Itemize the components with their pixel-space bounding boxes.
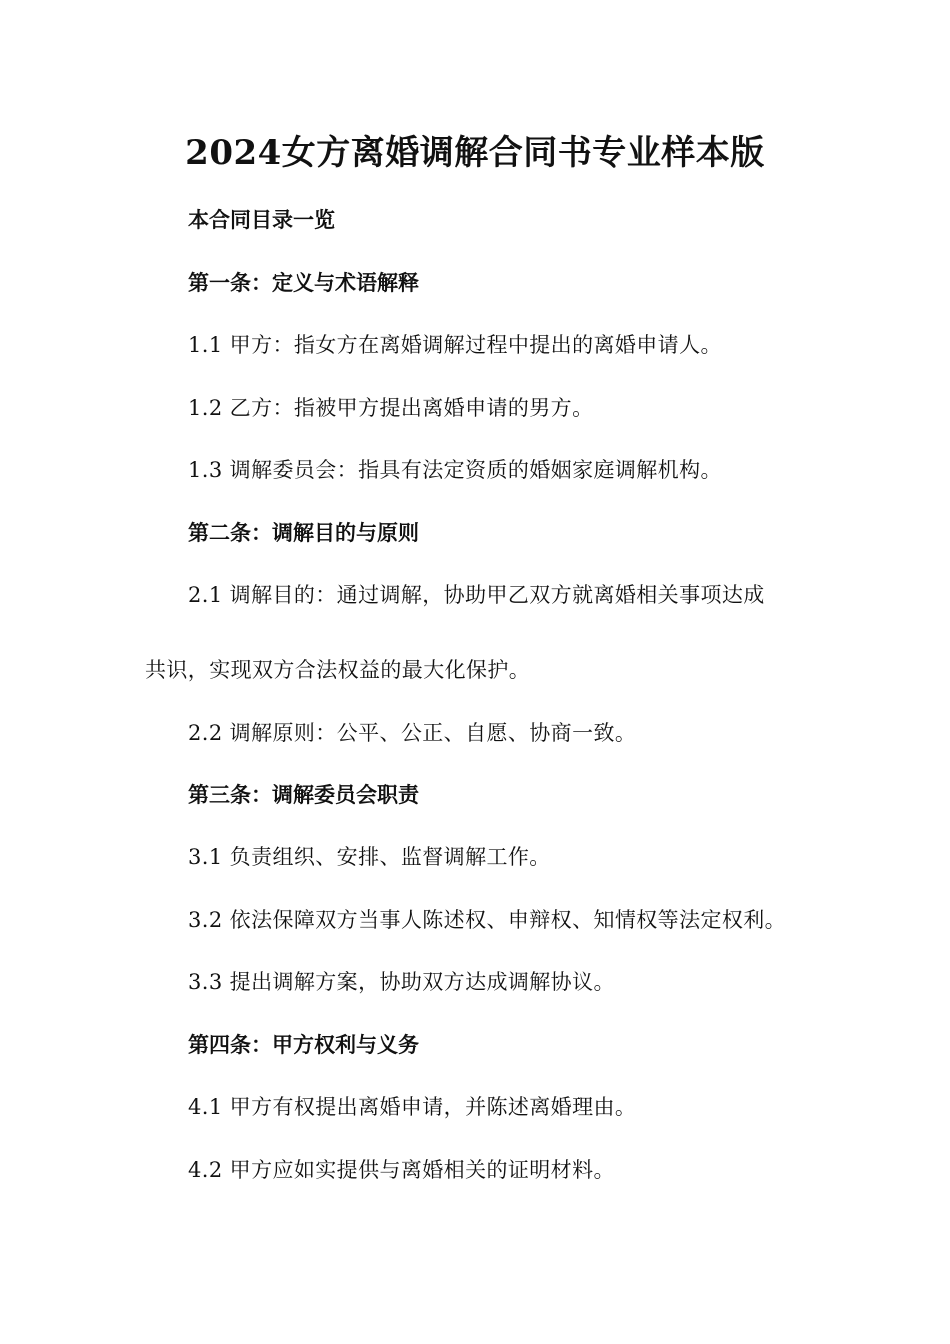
clause-3-1: 3.1 负责组织、安排、监督调解工作。 bbox=[188, 845, 551, 869]
clause-1-2: 1.2 乙方：指被甲方提出离婚申请的男方。 bbox=[188, 396, 594, 420]
clause-2-1: 2.1 调解目的：通过调解，协助甲乙双方就离婚相关事项达成 bbox=[188, 583, 765, 607]
clause-1-1: 1.1 甲方：指女方在离婚调解过程中提出的离婚申请人。 bbox=[188, 333, 722, 357]
toc-heading: 本合同目录一览 bbox=[188, 208, 335, 232]
document-title: 2024女方离婚调解合同书专业样本版 bbox=[185, 133, 765, 173]
clause-3-2: 3.2 依法保障双方当事人陈述权、申辩权、知情权等法定权利。 bbox=[188, 908, 787, 932]
clause-3-3: 3.3 提出调解方案，协助双方达成调解协议。 bbox=[188, 970, 615, 994]
section-heading-4: 第四条：甲方权利与义务 bbox=[188, 1033, 419, 1057]
clause-1-3: 1.3 调解委员会：指具有法定资质的婚姻家庭调解机构。 bbox=[188, 458, 722, 482]
clause-4-1: 4.1 甲方有权提出离婚申请，并陈述离婚理由。 bbox=[188, 1095, 637, 1119]
section-heading-2: 第二条：调解目的与原则 bbox=[188, 521, 419, 545]
clause-2-1-continued: 共识，实现双方合法权益的最大化保护。 bbox=[145, 658, 531, 682]
clause-2-2: 2.2 调解原则：公平、公正、自愿、协商一致。 bbox=[188, 721, 637, 745]
section-heading-1: 第一条：定义与术语解释 bbox=[188, 271, 419, 295]
clause-4-2: 4.2 甲方应如实提供与离婚相关的证明材料。 bbox=[188, 1158, 615, 1182]
section-heading-3: 第三条：调解委员会职责 bbox=[188, 783, 419, 807]
